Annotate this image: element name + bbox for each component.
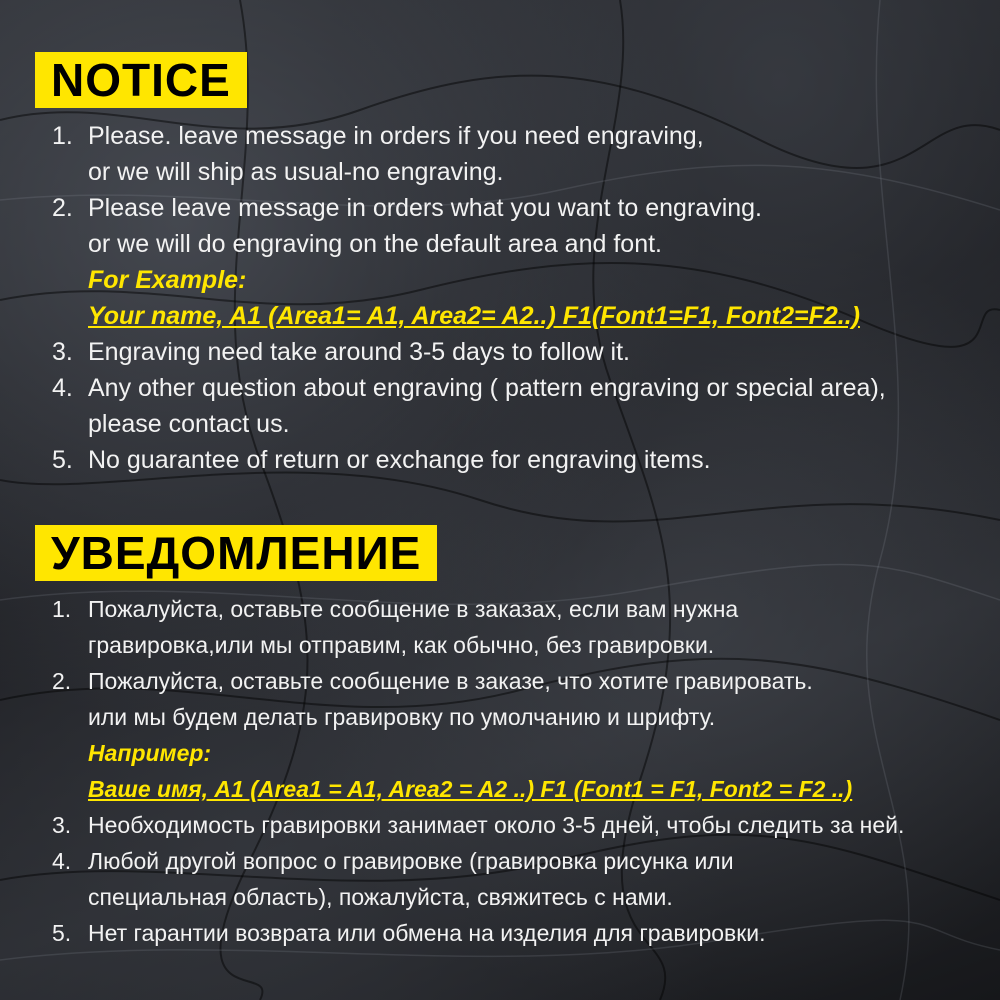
item-text: Любой другой вопрос о гравировке (гравировка рисунка или xyxy=(88,848,734,874)
item-text: Пожалуйста, оставьте сообщение в заказах, если вам нужна xyxy=(88,596,739,622)
item-number: 5. xyxy=(52,920,72,946)
list-item xyxy=(0,118,1000,190)
item-text: Engraving need take around 3-5 days to follow it. xyxy=(88,338,631,366)
list-item xyxy=(0,843,1000,915)
notice-ru-list xyxy=(0,591,1000,951)
item-text: Please leave message in orders what you want to engraving. xyxy=(88,194,762,222)
list-item xyxy=(0,442,1000,478)
notice-heading: NOTICE xyxy=(35,52,247,108)
item-number: 4. xyxy=(52,374,73,402)
item-text: гравировка,или мы отправим, как обычно, без гравировки. xyxy=(88,632,715,658)
item-text: Необходимость гравировки занимает около 3-5 дней, чтобы следить за ней. xyxy=(88,812,905,838)
item-text: or we will do engraving on the default area and font. xyxy=(88,230,662,258)
item-text: or we will ship as usual-no engraving. xyxy=(88,158,504,186)
item-text: Please. leave message in orders if you need engraving, xyxy=(88,122,704,150)
item-text: Any other question about engraving ( pattern engraving or special area), xyxy=(88,374,886,402)
item-number: 5. xyxy=(52,446,73,474)
notice-ru-heading: УВЕДОМЛЕНИЕ xyxy=(35,525,437,581)
list-item xyxy=(0,370,1000,442)
item-number: 4. xyxy=(52,848,72,874)
list-item xyxy=(0,663,1000,807)
example-label: For Example: xyxy=(88,266,247,294)
item-text: No guarantee of return or exchange for engraving items. xyxy=(88,446,711,474)
item-number: 1. xyxy=(52,596,72,622)
item-number: 1. xyxy=(52,122,73,150)
item-number: 2. xyxy=(52,668,72,694)
notice-list xyxy=(0,118,1000,478)
example-value: Your name, A1 (Area1= A1, Area2= A2..) F1(Font1=F1, Font2=F2..) xyxy=(88,302,860,330)
list-item xyxy=(0,591,1000,663)
item-text: Пожалуйста, оставьте сообщение в заказе, что хотите гравировать. xyxy=(88,668,813,694)
item-number: 3. xyxy=(52,812,72,838)
item-number: 2. xyxy=(52,194,73,222)
item-text: специальная область), пожалуйста, свяжитесь с нами. xyxy=(88,884,673,910)
list-item xyxy=(0,915,1000,951)
item-number: 3. xyxy=(52,338,73,366)
example-label: Например: xyxy=(88,740,212,766)
list-item xyxy=(0,334,1000,370)
example-value: Ваше имя, A1 (Area1 = A1, Area2 = A2 ..) F1 (Font1 = F1, Font2 = F2 ..) xyxy=(88,776,853,802)
item-text: или мы будем делать гравировку по умолчанию и шрифту. xyxy=(88,704,716,730)
item-text: please contact us. xyxy=(88,410,290,438)
list-item xyxy=(0,807,1000,843)
item-text: Нет гарантии возврата или обмена на изделия для гравировки. xyxy=(88,920,766,946)
list-item xyxy=(0,190,1000,334)
